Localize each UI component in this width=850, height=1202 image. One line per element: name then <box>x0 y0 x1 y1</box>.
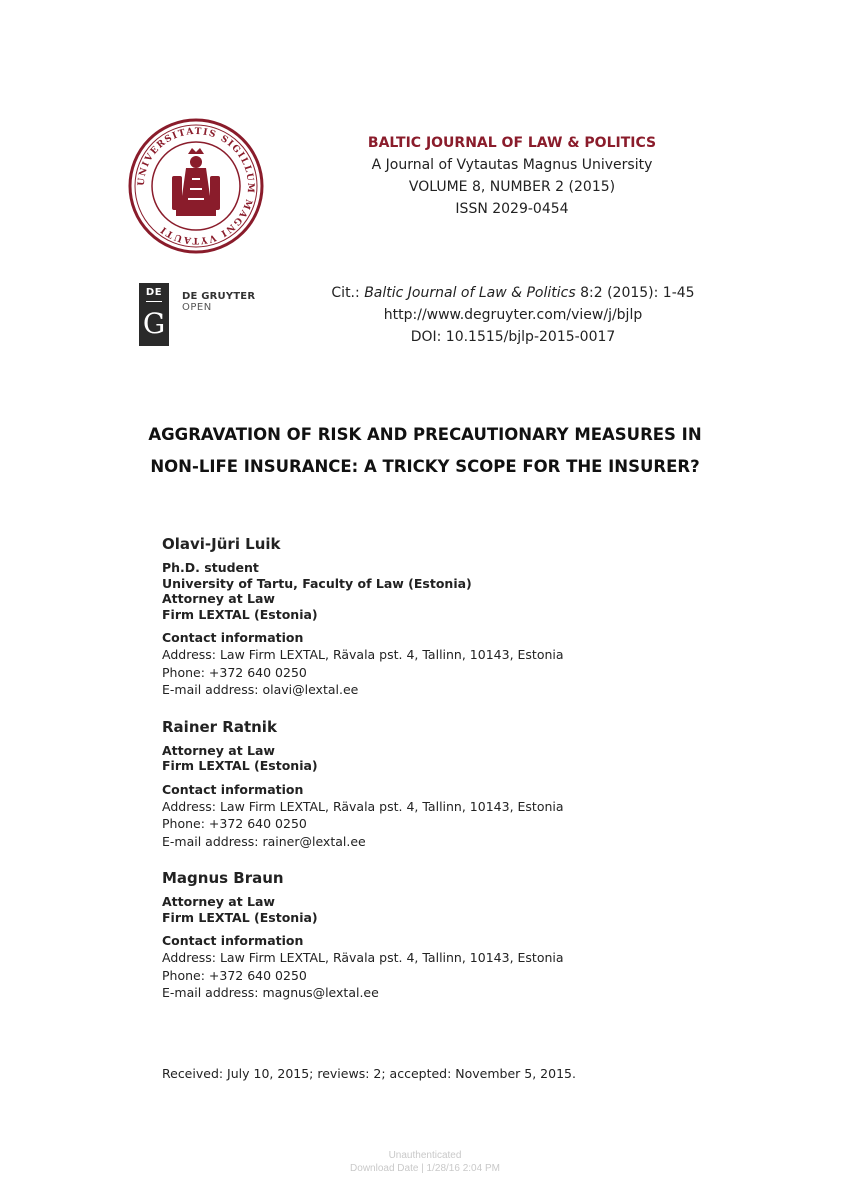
contact-email[interactable]: E-mail address: olavi@lextal.ee <box>162 682 359 697</box>
author-block <box>162 868 782 1002</box>
contact-address: Address: Law Firm LEXTAL, Rävala pst. 4, Tallinn, 10143, Estonia <box>162 647 564 662</box>
author-affiliation: University of Tartu, Faculty of Law (Estonia) <box>162 575 472 591</box>
seal-text: UNIVERSITATIS SIGILLUM MAGNI VYTAUTI <box>136 126 256 246</box>
citation-block <box>305 282 721 348</box>
contact-email[interactable]: E-mail address: rainer@lextal.ee <box>162 833 366 849</box>
author-name: Magnus Braun <box>162 869 284 887</box>
contact-heading: Contact information <box>162 630 304 645</box>
contact-phone: Phone: +372 640 0250 <box>162 816 307 831</box>
journal-issn: ISSN 2029-0454 <box>455 201 569 217</box>
citation-journal: Baltic Journal of Law & Politics <box>364 285 576 301</box>
article-title <box>100 419 750 483</box>
journal-subtitle: A Journal of Vytautas Magnus University <box>371 157 653 173</box>
citation-url[interactable]: http://www.degruyter.com/view/j/bjlp <box>383 307 643 323</box>
author-affiliation: Attorney at Law <box>162 894 275 909</box>
journal-volume: VOLUME 8, NUMBER 2 (2015) <box>408 179 616 195</box>
publisher-name <box>182 291 255 313</box>
degruyter-logo-icon: DE G <box>139 283 169 346</box>
author-list <box>162 534 782 1020</box>
watermark-line1: Unauthenticated <box>388 1150 462 1161</box>
author-block <box>162 717 782 851</box>
journal-title: BALTIC JOURNAL OF LAW & POLITICS <box>367 135 657 151</box>
citation-doi: DOI: 10.1515/bjlp-2015-0017 <box>410 329 616 345</box>
watermark-line2: Download Date | 1/28/16 2:04 PM <box>350 1163 500 1174</box>
article-title-line1: AGGRAVATION OF RISK AND PRECAUTIONARY MEASURES IN <box>148 425 702 444</box>
author-name: Olavi-Jüri Luik <box>162 535 281 553</box>
contact-phone: Phone: +372 640 0250 <box>162 664 307 680</box>
author-affiliation: Firm LEXTAL (Estonia) <box>162 909 318 925</box>
university-seal-icon <box>128 118 264 254</box>
author-affiliation: Firm LEXTAL (Estonia) <box>162 758 318 773</box>
citation-line: Cit.: Baltic Journal of Law & Politics 8:2 (2015): 1-45 <box>331 285 695 301</box>
received-dates: Received: July 10, 2015; reviews: 2; accepted: November 5, 2015. <box>162 1066 576 1081</box>
author-name: Rainer Ratnik <box>162 717 277 736</box>
author-affiliation: Attorney at Law <box>162 591 275 606</box>
author-affiliation: Ph.D. student <box>162 560 259 575</box>
journal-header <box>318 132 706 220</box>
author-affiliation: Attorney at Law <box>162 742 275 758</box>
contact-heading: Contact information <box>162 933 304 948</box>
author-affiliation: Firm LEXTAL (Estonia) <box>162 606 318 622</box>
author-block <box>162 534 782 699</box>
contact-address: Address: Law Firm LEXTAL, Rävala pst. 4, Tallinn, 10143, Estonia <box>162 798 564 814</box>
contact-phone: Phone: +372 640 0250 <box>162 967 307 983</box>
download-watermark <box>0 1149 850 1175</box>
contact-address: Address: Law Firm LEXTAL, Rävala pst. 4, Tallinn, 10143, Estonia <box>162 950 564 965</box>
publisher-sub-line: OPEN <box>182 302 212 313</box>
publisher-name-line: DE GRUYTER <box>182 291 256 302</box>
article-title-line2: NON-LIFE INSURANCE: A TRICKY SCOPE FOR THE INSURER? <box>150 457 700 476</box>
contact-email[interactable]: E-mail address: magnus@lextal.ee <box>162 985 379 1000</box>
contact-heading: Contact information <box>162 781 304 797</box>
